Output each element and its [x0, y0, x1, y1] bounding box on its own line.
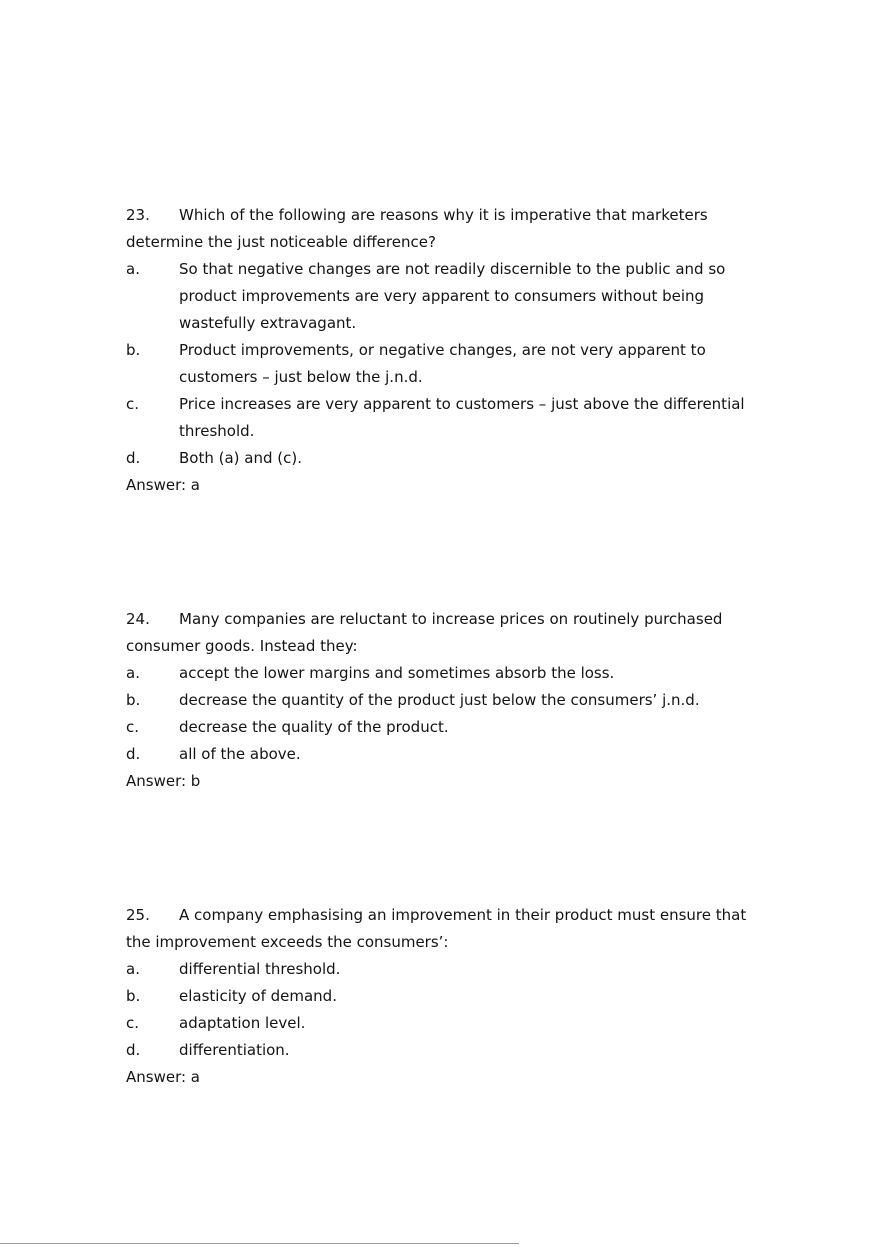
option-d — [126, 1037, 756, 1064]
option-letter: b. — [126, 987, 141, 1005]
option-text: elasticity of demand. — [179, 987, 337, 1005]
option-b — [126, 983, 756, 1010]
option-d — [126, 741, 756, 768]
question-stem — [126, 202, 756, 256]
options-list — [126, 660, 756, 768]
option-letter: a. — [126, 960, 140, 978]
option-text: decrease the quantity of the product just below the consumers’ j.n.d. — [179, 691, 700, 709]
option-c — [126, 391, 756, 445]
option-b — [126, 337, 756, 391]
question-23 — [126, 202, 756, 499]
option-letter: c. — [126, 1014, 140, 1032]
option-letter: d. — [126, 449, 141, 467]
option-letter: a. — [126, 664, 140, 682]
option-text: differentiation. — [179, 1041, 290, 1059]
question-number: 23. — [126, 206, 150, 224]
question-stem — [126, 902, 756, 956]
option-a — [126, 256, 756, 337]
option-text: Product improvements, or negative changes, are not very apparent to customers – just below the j.n.d. — [179, 341, 706, 386]
option-a — [126, 956, 756, 983]
question-number: 24. — [126, 610, 150, 628]
question-text: Many companies are reluctant to increase prices on routinely purchased consumer goods. Instead they: — [126, 610, 723, 655]
option-text: adaptation level. — [179, 1014, 306, 1032]
answer-line: Answer: a — [126, 1068, 200, 1086]
option-letter: a. — [126, 260, 140, 278]
question-number: 25. — [126, 906, 150, 924]
option-letter: b. — [126, 341, 141, 359]
option-text: all of the above. — [179, 745, 301, 763]
option-text: differential threshold. — [179, 960, 341, 978]
option-c — [126, 714, 756, 741]
option-letter: c. — [126, 718, 140, 736]
option-a — [126, 660, 756, 687]
option-letter: d. — [126, 1041, 141, 1059]
options-list — [126, 956, 756, 1064]
question-text: Which of the following are reasons why it is imperative that marketers determine the just noticeable difference? — [126, 206, 708, 251]
options-list — [126, 256, 756, 472]
option-c — [126, 1010, 756, 1037]
option-text: Both (a) and (c). — [179, 449, 302, 467]
option-d — [126, 445, 756, 472]
option-letter: b. — [126, 691, 141, 709]
question-25 — [126, 902, 756, 1091]
option-text: accept the lower margins and sometimes absorb the loss. — [179, 664, 615, 682]
option-b — [126, 687, 756, 714]
option-letter: d. — [126, 745, 141, 763]
question-24 — [126, 606, 756, 795]
question-text: A company emphasising an improvement in their product must ensure that the improvement exceeds the consumers’: — [126, 906, 747, 951]
option-text: So that negative changes are not readily discernible to the public and so product improvements are very apparent to consumers without being wastefully extravagant. — [179, 260, 726, 332]
answer-line: Answer: b — [126, 772, 201, 790]
answer-line: Answer: a — [126, 476, 200, 494]
option-text: decrease the quality of the product. — [179, 718, 449, 736]
option-letter: c. — [126, 395, 140, 413]
footer-divider — [0, 1243, 519, 1244]
option-text: Price increases are very apparent to customers – just above the differential threshold. — [179, 395, 745, 440]
question-stem — [126, 606, 756, 660]
